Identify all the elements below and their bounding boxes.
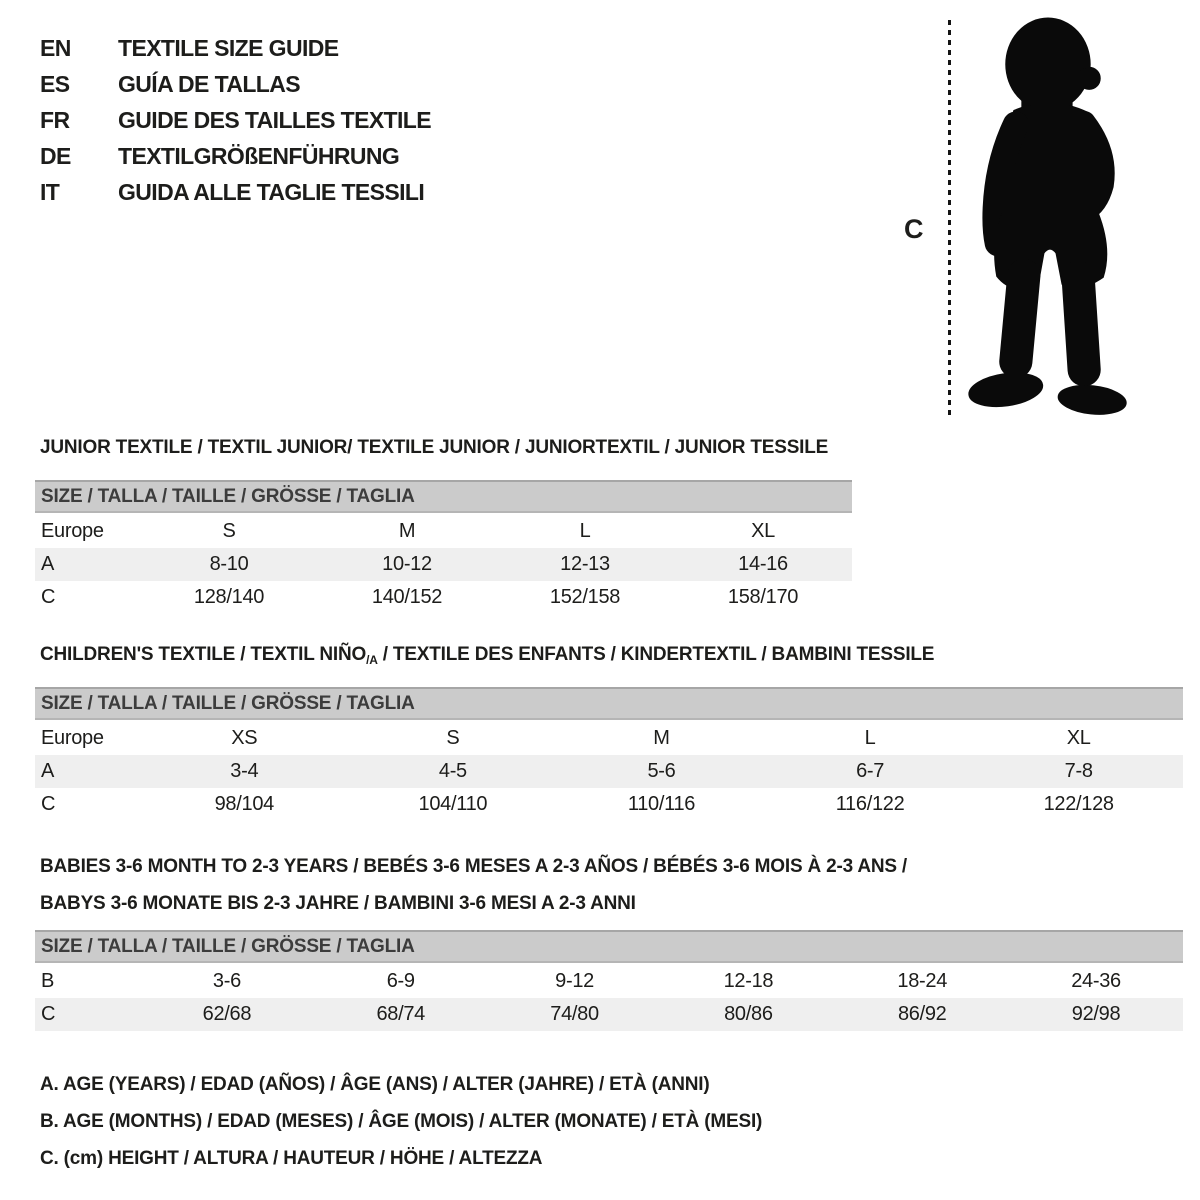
guide-title-translation: TEXTILGRÖßENFÜHRUNG [118, 142, 400, 169]
table-cell: S [222, 520, 236, 542]
table-row [35, 755, 1183, 788]
table-cell: 8-10 [209, 553, 249, 575]
table-row [35, 788, 1183, 821]
row-label: B [41, 970, 55, 992]
table-cell: 10-12 [382, 553, 432, 575]
table-cell: 140/152 [371, 586, 443, 608]
legend-line: B. AGE (MONTHS) / EDAD (MESES) / ÂGE (MOIS) / ALTER (MONATE) / ETÀ (MESI) [40, 1111, 763, 1132]
legend [40, 1066, 762, 1177]
language-code: EN [40, 34, 71, 61]
table-cell: 92/98 [1071, 1003, 1121, 1025]
table-cell: 4-5 [438, 760, 467, 782]
row-label: C [41, 586, 56, 608]
size-header-bar: SIZE / TALLA / TAILLE / GRÖSSE / TAGLIA [35, 687, 1183, 720]
junior-size-table [35, 480, 852, 614]
table-cell: 62/68 [202, 1003, 252, 1025]
row-label: Europe [41, 520, 104, 542]
babies-table-title [40, 848, 907, 922]
language-code: DE [40, 142, 71, 169]
table-cell: 98/104 [214, 793, 274, 815]
toddler-silhouette-icon [958, 12, 1148, 424]
table-cell: 18-24 [897, 970, 948, 992]
table-cell: 110/116 [627, 793, 696, 815]
row-label: C [41, 793, 56, 815]
size-header-bar: SIZE / TALLA / TAILLE / GRÖSSE / TAGLIA [35, 480, 852, 513]
language-code: IT [40, 178, 60, 205]
table-row [35, 965, 1183, 998]
table-cell: 9-12 [555, 970, 594, 992]
children-title-text-end: / TEXTILE DES ENFANTS / KINDERTEXTIL / BAMBINI TESSILE [377, 644, 935, 665]
table-cell: 128/140 [193, 586, 265, 608]
table-cell: XS [231, 727, 258, 749]
table-cell: 158/170 [727, 586, 799, 608]
table-cell: 3-4 [230, 760, 259, 782]
language-row [40, 174, 431, 210]
size-header-bar: SIZE / TALLA / TAILLE / GRÖSSE / TAGLIA [35, 930, 1183, 963]
guide-title-translation: GUIDA ALLE TAGLIE TESSILI [118, 178, 425, 205]
table-cell: XL [1066, 727, 1091, 749]
language-row [40, 138, 431, 174]
table-row [35, 722, 1183, 755]
language-code: ES [40, 70, 70, 97]
table-cell: M [653, 727, 670, 749]
table-cell: 24-36 [1071, 970, 1121, 992]
table-cell: M [398, 520, 416, 542]
table-cell: 3-6 [212, 970, 241, 992]
table-cell: 104/110 [418, 793, 488, 815]
row-label: A [41, 553, 55, 575]
table-cell: 80/86 [724, 1003, 773, 1025]
table-row [35, 548, 852, 581]
children-title-subscript: /A [366, 653, 378, 667]
table-cell: 152/158 [549, 586, 621, 608]
legend-line: C. (cm) HEIGHT / ALTURA / HAUTEUR / HÖHE / ALTEZZA [40, 1148, 543, 1169]
height-measure-label: C [904, 214, 924, 244]
table-cell: 122/128 [1043, 793, 1114, 815]
table-cell: S [446, 727, 460, 749]
table-cell: 6-9 [386, 970, 415, 992]
table-cell: 6-7 [856, 760, 885, 782]
table-cell: 116/122 [835, 793, 905, 815]
children-size-table [35, 687, 1183, 821]
table-row [35, 581, 852, 614]
table-cell: 68/74 [376, 1003, 426, 1025]
legend-line: A. AGE (YEARS) / EDAD (AÑOS) / ÂGE (ANS) / ALTER (JAHRE) / ETÀ (ANNI) [40, 1074, 710, 1095]
children-title-text: CHILDREN'S TEXTILE / TEXTIL NIÑO [40, 644, 367, 665]
height-measure-line [948, 20, 951, 416]
guide-title-translation: GUIDE DES TAILLES TEXTILE [118, 106, 431, 133]
babies-title-line2: BABYS 3-6 MONATE BIS 2-3 JAHRE / BAMBINI 3-6 MESI A 2-3 ANNI [40, 893, 636, 914]
row-label: Europe [41, 727, 104, 749]
language-row [40, 66, 431, 102]
table-cell: XL [751, 520, 775, 542]
language-row [40, 102, 431, 138]
table-cell: L [864, 727, 876, 749]
table-cell: 74/80 [550, 1003, 599, 1025]
table-cell: 86/92 [897, 1003, 947, 1025]
table-cell: 7-8 [1064, 760, 1093, 782]
table-cell: L [579, 520, 591, 542]
guide-title-translation: TEXTILE SIZE GUIDE [118, 34, 339, 61]
table-row [35, 515, 852, 548]
table-cell: 5-6 [647, 760, 676, 782]
language-code: FR [40, 106, 70, 133]
table-cell: 14-16 [738, 553, 788, 575]
children-table-title [40, 644, 934, 667]
babies-title-line1: BABIES 3-6 MONTH TO 2-3 YEARS / BEBÉS 3-6 MESES A 2-3 AÑOS / BÉBÉS 3-6 MOIS À 2-3 ANS / [40, 856, 908, 877]
table-cell: 12-13 [560, 553, 610, 575]
table-row [35, 998, 1183, 1031]
language-row [40, 30, 431, 66]
junior-table-title: JUNIOR TEXTILE / TEXTIL JUNIOR/ TEXTILE JUNIOR / JUNIORTEXTIL / JUNIOR TESSILE [40, 437, 829, 458]
language-title-list [40, 30, 431, 210]
row-label: A [41, 760, 55, 782]
row-label: C [41, 1003, 56, 1025]
guide-title-translation: GUÍA DE TALLAS [118, 70, 300, 97]
babies-size-table [35, 930, 1183, 1031]
table-cell: 12-18 [723, 970, 774, 992]
